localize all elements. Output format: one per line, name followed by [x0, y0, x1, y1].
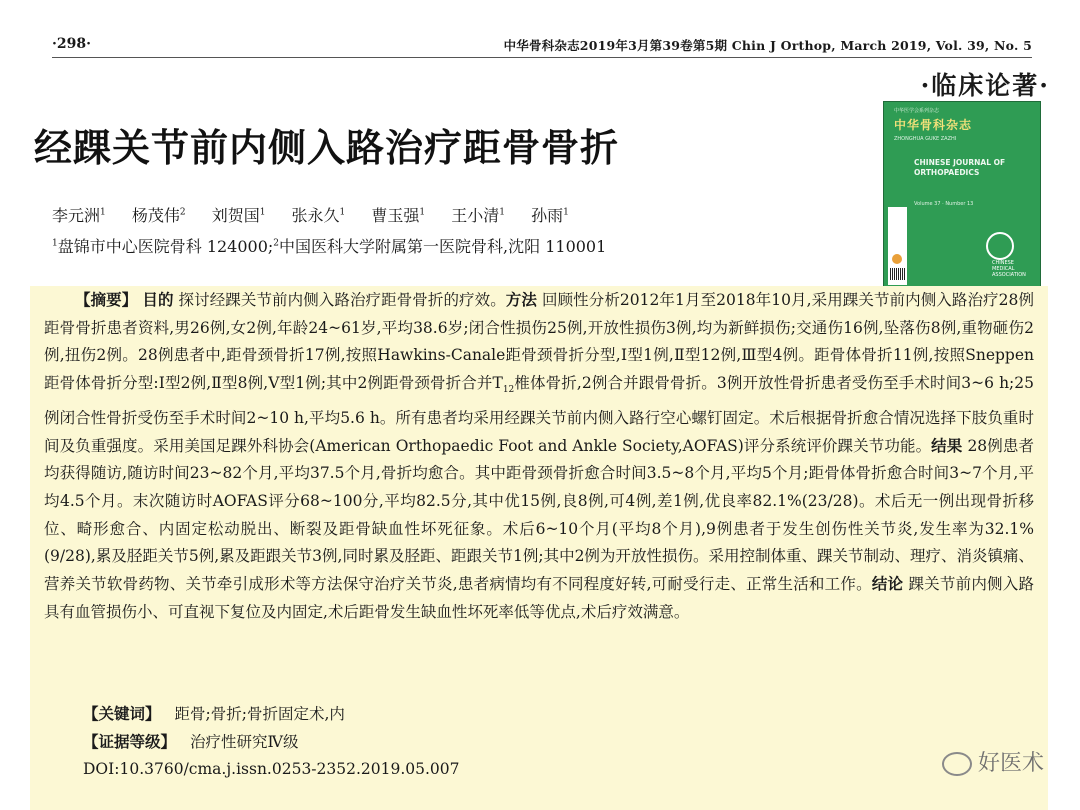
cover-emblem-icon [892, 254, 902, 264]
abstract-text: 【摘要】 目的 探讨经踝关节前内侧入路治疗距骨骨折的疗效。方法 回顾性分析2012年1月至2018年10月,采用踝关节前内侧入路治疗28例距骨骨折患者资料,男26例,女2例,年龄24~61岁,平均38.6岁;闭合性损伤25例,开放性损伤3例,均为新鲜损伤;交通伤16例,坠落伤8例,重物砸伤2例,扭伤2例。28例患者中,距骨颈骨折17例,按照Hawkins-Canale距骨颈骨折分型,Ⅰ型1例,Ⅱ型12例,Ⅲ型4例。距骨体骨折11例,按照Sneppen距骨体骨折分型:Ⅰ型2例,Ⅱ型8例,Ⅴ型1例;其中2例距骨颈骨折合并$T_{12}$椎体骨折,2例合并跟骨骨折。3例开放性骨折患者受伤至手术时间3~6 h;25例闭合性骨折受伤至手术时间2~10 h,平均5.6 h。所有患者均采用经踝关节前内侧入路行空心螺钉固定。术后根据骨折愈合情况选择下肢负重时间及负重强度。采用美国足踝外科协会(American Orthopaedic Foot and Ankle Society,AOFAS)评分系统评价踝关节功能。结果 28例患者均获得随访,随访时间23~82个月,平均37.5个月,骨折均愈合。其中距骨颈骨折愈合时间3.5~8个月,平均5个月;距骨体骨折愈合时间3~7个月,平均4.5个月。末次随访时AOFAS评分68~100分,平均82.5分,其中优15例,良8例,可4例,差1例,优良率82.1%(23/28)。术后无一例出现骨折移位、畸形愈合、内固定松动脱出、断裂及距骨缺血性坏死征象。术后6~10个月(平均8个月),9例患者于发生创伤性关节炎,发生率为32.1%(9/28),累及胫距关节5例,累及距跟关节3例,同时累及胫距、距跟关节1例;其中2例为开放性损伤。采用控制体重、踝关节制动、理疗、消炎镇痛、营养关节软骨药物、关节牵引成形术等方法保守治疗关节炎,患者病情均有不同程度好转,可耐受行走、正常生活和工作。结论 踝关节前内侧入路具有血管损伤小、可直视下复位及内固定,术后距骨发生缺血性坏死率低等优点,术后疗效满意。 [44, 291, 1035, 621]
keywords-text: 距骨;骨折;骨折固定术,内 [174, 705, 345, 723]
affiliations: $^1$盘锦市中心医院骨科 124000;$^2$中国医科大学附属第一医院骨科,沈阳 110001 [52, 237, 607, 256]
author: 杨茂伟$^2$ [131, 206, 186, 225]
evidence-line [83, 730, 299, 752]
watermark-text: 好医术 [977, 751, 1044, 776]
page-number: ·298· [52, 36, 91, 52]
methods-label: 方法 [505, 291, 537, 309]
keywords-line [83, 702, 345, 724]
conclusion-text: 踝关节前内侧入路具有血管损伤小、可直视下复位及内固定,术后距骨发生缺血性坏死率低等优点,术后疗效满意。 [44, 575, 1034, 621]
article-title: 经踝关节前内侧入路治疗距骨骨折 [34, 126, 620, 170]
author: 王小清$^1$ [451, 206, 505, 225]
journal-cover-image [883, 101, 1041, 292]
cover-publisher: CHINESE MEDICAL ASSOCIATION [992, 260, 1026, 278]
methods-text-cont: 椎体骨折,2例合并跟骨骨折。3例开放性骨折患者受伤至手术时间3~6 h;25例闭合性骨折受伤至手术时间2~10 h,平均5.6 h。所有患者均采用经踝关节前内侧入路行空心螺钉固定。术后根据骨折愈合情况选择下肢负重时间及负重强度。采用美国足踝外科协会(American Orthopaedic Foot and Ankle Society,AOFAS)评分系统评价踝关节功能。 [44, 374, 1035, 455]
author: 孙雨$^1$ [531, 206, 569, 225]
watermark [942, 746, 1044, 777]
cover-volume: Volume 37 · Number 13 [914, 201, 974, 207]
cover-english-title: CHINESE JOURNAL OF ORTHOPAEDICS [914, 158, 1006, 177]
results-text: 28例患者均获得随访,随访时间23~82个月,平均37.5个月,骨折均愈合。其中距骨颈骨折愈合时间3.5~8个月,平均5个月;距骨体骨折愈合时间3~7个月,平均4.5个月。末次随访时AOFAS评分68~100分,平均82.5分,其中优15例,良8例,可4例,差1例,优良率82.1%(23/28)。术后无一例出现骨折移位、畸形愈合、内固定松动脱出、断裂及距骨缺血性坏死征象。术后6~10个月(平均8个月),9例患者于发生创伤性关节炎,发生率为32.1%(9/28),累及胫距关节5例,累及距跟关节3例,同时累及胫距、距跟关节1例;其中2例为开放性损伤。采用控制体重、踝关节制动、理疗、消炎镇痛、营养关节软骨药物、关节牵引成形术等方法保守治疗关节炎,患者病情均有不同程度好转,可耐受行走、正常生活和工作。 [44, 436, 1034, 594]
evidence-label: 【证据等级】 [83, 733, 177, 751]
cover-pinyin: ZHONGHUA GUKE ZAZHI [894, 136, 957, 142]
author: 李元洲$^1$ [52, 206, 106, 225]
barcode-icon [890, 268, 905, 280]
author: 曹玉强$^1$ [371, 206, 426, 225]
header-rule [52, 57, 1032, 58]
purpose-text: 探讨经踝关节前内侧入路治疗距骨骨折的疗效。 [178, 291, 506, 309]
doi: DOI:10.3760/cma.j.issn.0253-2352.2019.05.007 [83, 760, 460, 778]
running-head: 中华骨科杂志2019年3月第39卷第5期 Chin J Orthop, March 2019, Vol. 39, No. 5 [503, 38, 1032, 53]
abstract-label: 【摘要】 [75, 291, 138, 309]
author: 张永久$^1$ [291, 206, 346, 225]
cover-title: 中华骨科杂志 [894, 118, 973, 132]
author: 刘贺国$^1$ [211, 206, 266, 225]
section-tag: ·临床论著· [920, 71, 1050, 100]
abstract-box [30, 286, 1048, 810]
keywords-label: 【关键词】 [83, 705, 161, 723]
evidence-text: 治疗性研究Ⅳ级 [190, 733, 299, 751]
author-list [52, 203, 587, 226]
wechat-icon [942, 752, 972, 776]
methods-text: 回顾性分析2012年1月至2018年10月,采用踝关节前内侧入路治疗28例距骨骨折患者资料,男26例,女2例,年龄24~61岁,平均38.6岁;闭合性损伤25例,开放性损伤3例,均为新鲜损伤;交通伤16例,坠落伤8例,重物砸伤2例,扭伤2例。28例患者中,距骨颈骨折17例,按照Hawkins-Canale距骨颈骨折分型,Ⅰ型1例,Ⅱ型12例,Ⅲ型4例。距骨体骨折11例,按照Sneppen距骨体骨折分型:Ⅰ型2例,Ⅱ型8例,Ⅴ型1例;其中2例距骨颈骨折合并T [44, 291, 1034, 393]
cover-series: 中华医学会系列杂志 [894, 108, 940, 114]
conclusion-label: 结论 [871, 575, 904, 594]
results-label: 结果 [931, 436, 963, 455]
seal-icon [986, 232, 1014, 260]
purpose-label: 目的 [142, 291, 174, 309]
